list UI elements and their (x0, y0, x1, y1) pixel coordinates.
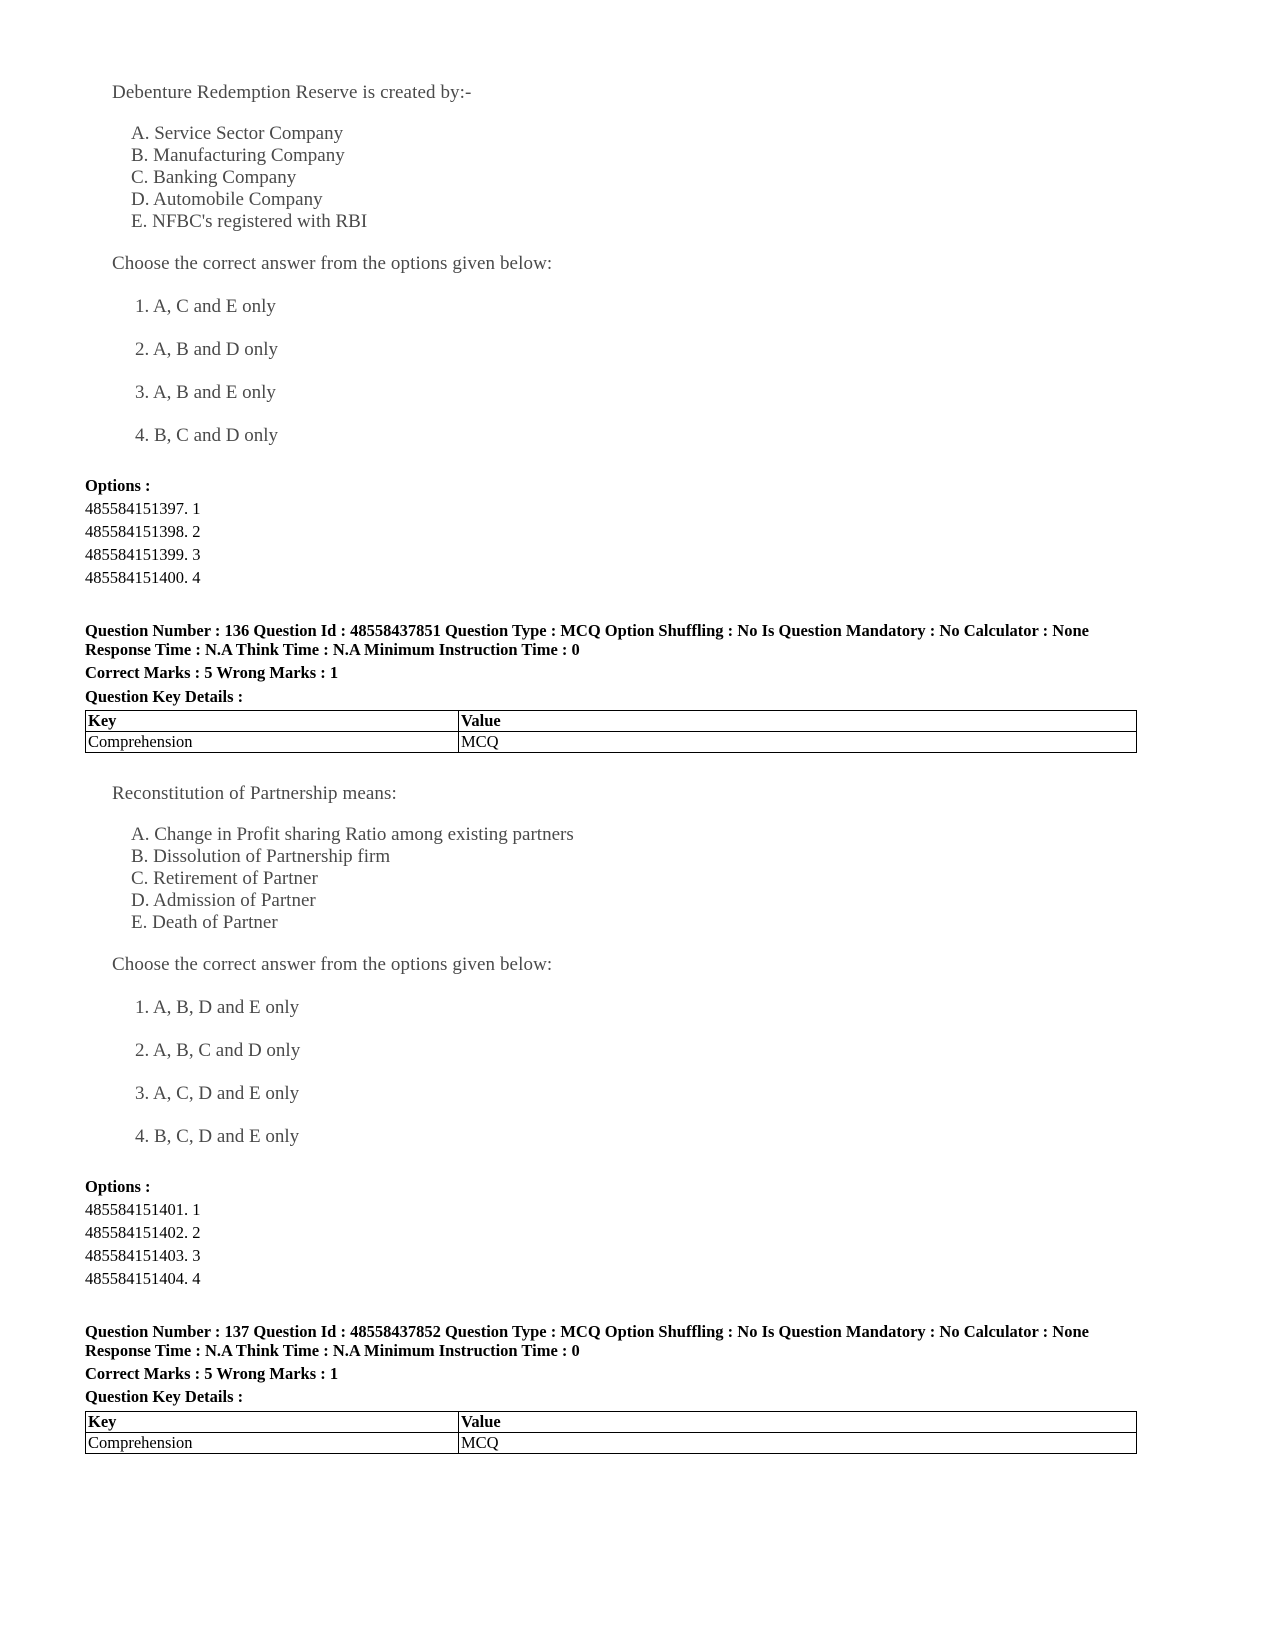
question-key-table (85, 710, 1137, 753)
table-header-key: Key (86, 1412, 459, 1433)
answer-choice: 1. A, C and E only (135, 296, 276, 317)
option-id: 485584151399. 3 (85, 545, 201, 564)
question-instruction: Choose the correct answer from the options given below: (112, 253, 553, 274)
statement: C. Retirement of Partner (131, 868, 318, 889)
answer-choice: 2. A, B and D only (135, 339, 279, 360)
statement: A. Change in Profit sharing Ratio among existing partners (131, 824, 574, 845)
statement: C. Banking Company (131, 167, 297, 188)
statement: B. Dissolution of Partnership firm (131, 846, 391, 867)
question-meta-line1: Question Number : 136 Question Id : 48558437851 Question Type : MCQ Option Shuffling : No Is Question Mandatory : No Calculator : None (85, 621, 1089, 640)
answer-choice: 2. A, B, C and D only (135, 1040, 301, 1061)
table-row (86, 1433, 1137, 1454)
statement: E. Death of Partner (131, 912, 278, 933)
question-meta (85, 621, 1185, 659)
option-id: 485584151402. 2 (85, 1223, 201, 1242)
table-cell-value: MCQ (459, 1433, 1137, 1454)
table-header-value: Value (459, 1412, 1137, 1433)
statement: B. Manufacturing Company (131, 145, 345, 166)
answer-choice: 4. B, C, D and E only (135, 1126, 300, 1147)
marks-line: Correct Marks : 5 Wrong Marks : 1 (85, 1364, 339, 1383)
answer-choice: 4. B, C and D only (135, 425, 279, 446)
option-id: 485584151403. 3 (85, 1246, 201, 1265)
table-header-row (86, 1412, 1137, 1433)
question-meta-line1: Question Number : 137 Question Id : 48558437852 Question Type : MCQ Option Shuffling : No Is Question Mandatory : No Calculator : None (85, 1322, 1089, 1341)
option-id: 485584151401. 1 (85, 1200, 201, 1219)
question-meta-line2: Response Time : N.A Think Time : N.A Minimum Instruction Time : 0 (85, 1341, 580, 1360)
question-meta-line2: Response Time : N.A Think Time : N.A Minimum Instruction Time : 0 (85, 640, 580, 659)
table-cell-key: Comprehension (86, 732, 459, 753)
table-header-row (86, 711, 1137, 732)
answer-choice: 1. A, B, D and E only (135, 997, 300, 1018)
table-cell-key: Comprehension (86, 1433, 459, 1454)
key-details-label: Question Key Details : (85, 687, 244, 706)
table-header-value: Value (459, 711, 1137, 732)
table-header-key: Key (86, 711, 459, 732)
key-details-label: Question Key Details : (85, 1387, 244, 1406)
options-label: Options : (85, 476, 151, 495)
table-cell-value: MCQ (459, 732, 1137, 753)
statement: E. NFBC's registered with RBI (131, 211, 368, 232)
question-instruction: Choose the correct answer from the options given below: (112, 954, 553, 975)
statement: A. Service Sector Company (131, 123, 344, 144)
option-id: 485584151398. 2 (85, 522, 201, 541)
question-meta (85, 1322, 1185, 1360)
question-stem: Reconstitution of Partnership means: (112, 783, 397, 804)
option-id: 485584151400. 4 (85, 568, 201, 587)
statement: D. Automobile Company (131, 189, 323, 210)
marks-line: Correct Marks : 5 Wrong Marks : 1 (85, 663, 339, 682)
table-row (86, 732, 1137, 753)
question-key-table (85, 1411, 1137, 1454)
statement: D. Admission of Partner (131, 890, 316, 911)
options-label: Options : (85, 1177, 151, 1196)
answer-choice: 3. A, C, D and E only (135, 1083, 300, 1104)
answer-choice: 3. A, B and E only (135, 382, 276, 403)
option-id: 485584151397. 1 (85, 499, 201, 518)
option-id: 485584151404. 4 (85, 1269, 201, 1288)
question-stem: Debenture Redemption Reserve is created by:- (112, 82, 472, 103)
